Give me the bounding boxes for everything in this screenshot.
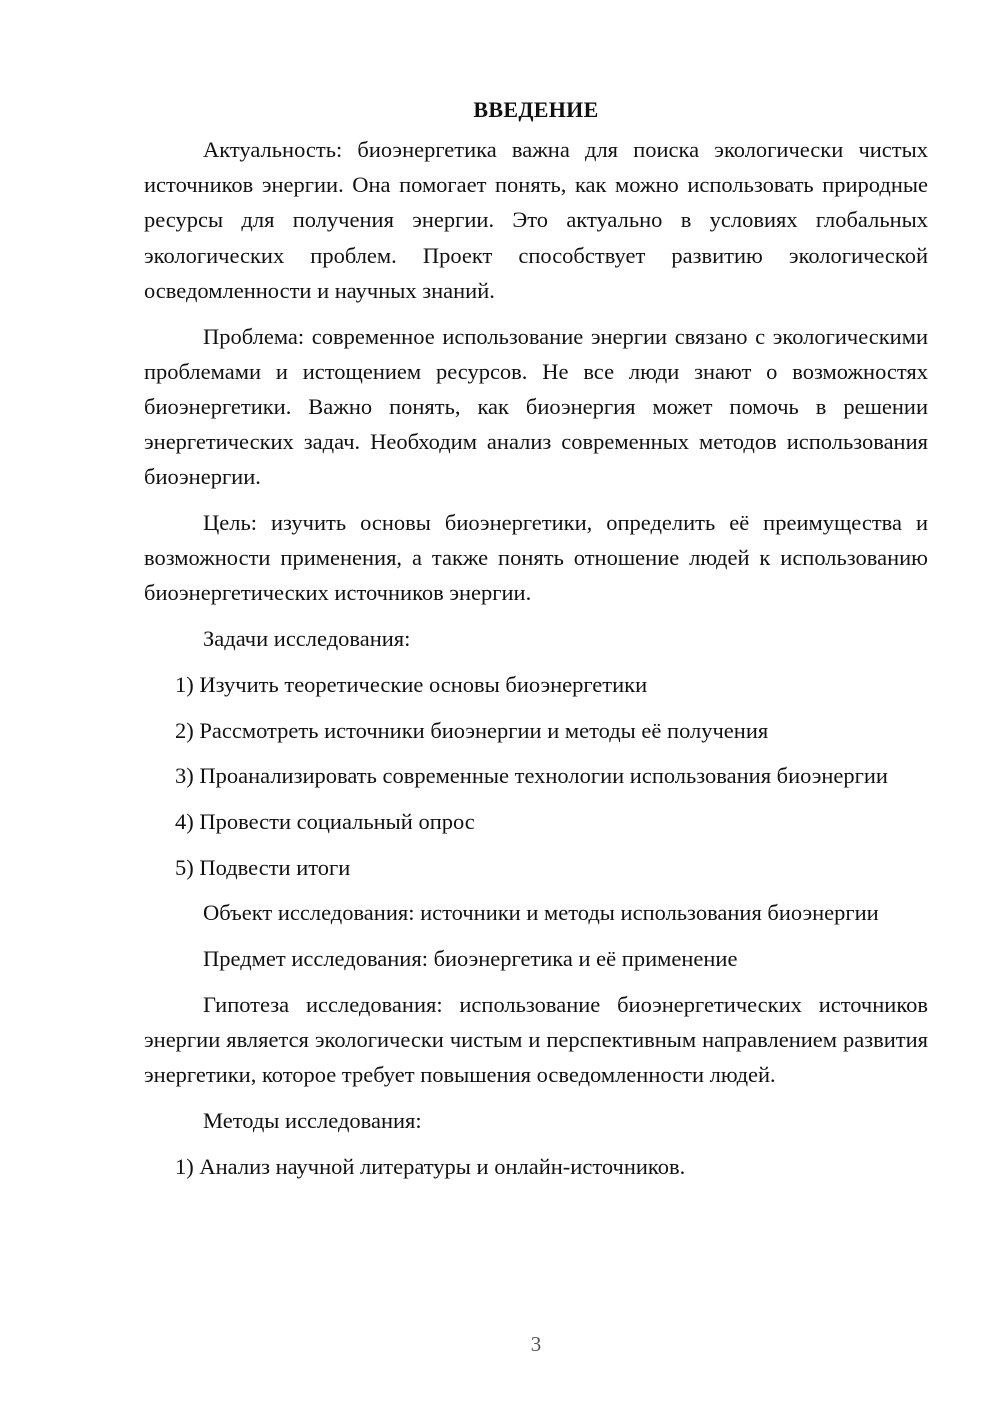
subject-paragraph: Предмет исследования: биоэнергетика и её применение — [203, 946, 738, 972]
tasks-heading: Задачи исследования: — [203, 626, 411, 652]
task-item-2: 2) Рассмотреть источники биоэнергии и методы её получения — [175, 717, 769, 743]
problem-paragraph: Проблема: современное использование энергии связано с экологическими проблемами и истощением ресурсов. Не все люди знают о возможностях биоэнергетики. Важно понять, как биоэнергия может помочь в решении энергетических задач. Необходим анализ современных методов использования биоэнергии. — [144, 323, 928, 490]
hypothesis-paragraph: Гипотеза исследования: использование биоэнергетических источников энергии является экологически чистым и перспективным направлением развития энергетики, которое требует повышения осведомленности людей. — [144, 991, 928, 1088]
task-item-3: 3) Проанализировать современные технологии использования биоэнергии — [175, 763, 888, 789]
goal-paragraph: Цель: изучить основы биоэнергетики, определить её преимущества и возможности применения, а также понять отношение людей к использованию биоэнергетических источников энергии. — [144, 510, 928, 606]
page-number: 3 — [530, 1332, 542, 1356]
task-item-5: 5) Подвести итоги — [175, 854, 351, 880]
object-paragraph: Объект исследования: источники и методы использования биоэнергии — [203, 900, 879, 926]
page-title: ВВЕДЕНИЕ — [473, 97, 599, 122]
page-content — [144, 92, 928, 1194]
task-item-1: 1) Изучить теоретические основы биоэнергетики — [175, 671, 648, 697]
methods-heading: Методы исследования: — [203, 1107, 422, 1133]
task-item-4: 4) Провести социальный опрос — [175, 808, 475, 834]
relevance-paragraph: Актуальность: биоэнергетика важна для поиска экологически чистых источников энергии. Она помогает понять, как можно использовать природные ресурсы для получения энергии. Это актуально в условиях глобальных экологических проблем. Проект способствует развитию экологической осведомленности и научных знаний. — [144, 137, 928, 303]
method-item-1: 1) Анализ научной литературы и онлайн-источников. — [175, 1153, 686, 1179]
